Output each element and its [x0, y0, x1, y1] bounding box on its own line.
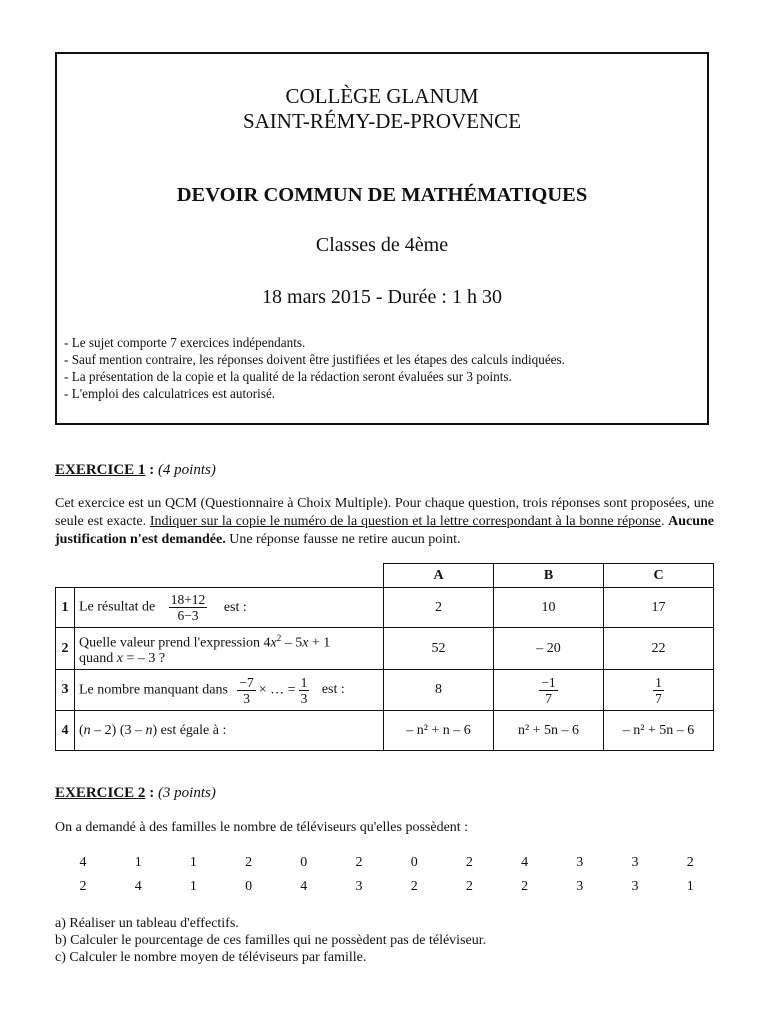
qcm-row-3: [56, 670, 714, 711]
q1-suffix: est :: [223, 599, 247, 615]
instruction-line: - Sauf mention contraire, les réponses doivent être justifiées et les étapes des calculs indiquées.: [64, 352, 565, 367]
q1-fraction: [169, 592, 208, 623]
instructions: [64, 334, 565, 402]
column-b-header: B: [494, 564, 604, 588]
exercise-2-intro: On a demandé à des familles le nombre de téléviseurs qu'elles possèdent :: [55, 820, 469, 835]
school-line-1: COLLÈGE GLANUM: [285, 84, 479, 108]
numerator: 1: [655, 674, 662, 690]
var-n: n: [145, 722, 153, 738]
data-value: 0: [245, 879, 253, 894]
exercise-2-title: [55, 785, 216, 802]
data-value: 2: [686, 855, 694, 870]
q3-suffix: est :: [321, 682, 345, 698]
title-separator: :: [145, 785, 158, 801]
data-value: 1: [134, 855, 142, 870]
var-x: x: [116, 651, 123, 667]
exercise-1-intro: [55, 495, 714, 549]
answer-3b: [494, 670, 604, 711]
q3-fraction-1: [237, 675, 255, 706]
question-a: a) Réaliser un tableau d'effectifs.: [55, 916, 239, 931]
header-box: [55, 52, 709, 425]
q4-text: – 2) (3 –: [90, 722, 146, 738]
data-value: 2: [410, 879, 418, 894]
qcm-row-1: [56, 588, 714, 628]
q3-prefix: Le nombre manquant dans: [79, 682, 228, 698]
answer-3a: 8: [384, 670, 494, 711]
answer-1b: 10: [494, 588, 604, 628]
question-2-text: [75, 628, 384, 670]
numerator: −1: [541, 674, 556, 690]
data-value: 2: [465, 879, 473, 894]
denominator: 6−3: [177, 608, 199, 623]
answer-1c: 17: [604, 588, 714, 628]
question-4-text: [75, 711, 384, 751]
intro-dot: .: [660, 514, 669, 529]
var-x: x: [270, 635, 277, 651]
empty-cell: [56, 564, 384, 588]
data-value: 2: [521, 879, 529, 894]
data-value: 3: [355, 879, 363, 894]
q2-line-1: [79, 630, 379, 652]
exercise-2-label: EXERCICE 2: [55, 785, 146, 801]
answer-4a: – n² + n – 6: [384, 711, 494, 751]
question-number: 2: [56, 628, 75, 670]
numerator: 1: [300, 674, 308, 690]
data-value: 2: [465, 855, 473, 870]
q3-middle: × … =: [258, 682, 296, 698]
numerator: 18+12: [170, 592, 206, 607]
instruction-line: - Le sujet comporte 7 exercices indépendants.: [64, 335, 306, 350]
column-c-header: C: [604, 564, 714, 588]
question-number: 4: [56, 711, 75, 751]
answer-3c: [604, 670, 714, 711]
q2-line-2: [79, 651, 379, 667]
data-value: 4: [300, 879, 308, 894]
q2-text: = – 3 ?: [122, 651, 166, 667]
column-a-header: A: [384, 564, 494, 588]
data-value: 3: [576, 855, 584, 870]
q2-text: – 5: [281, 635, 303, 651]
numerator: −7: [239, 674, 254, 690]
data-value: 1: [189, 879, 197, 894]
exam-title: DEVOIR COMMUN DE MATHÉMATIQUES: [176, 184, 588, 206]
intro-end: Une réponse fausse ne retire aucun point.: [225, 532, 461, 547]
intro-underlined: Indiquer sur la copie le numéro de la question et la lettre correspondant à la bonne réponse: [149, 514, 661, 529]
data-value: 4: [521, 855, 529, 870]
exercise-1-points: (4 points): [157, 462, 216, 478]
instruction-line: - La présentation de la copie et la qualité de la rédaction seront évaluées sur 3 points.: [64, 369, 512, 384]
data-value: 2: [245, 855, 253, 870]
exercise-1-label: EXERCICE 1: [55, 462, 146, 478]
data-value: 1: [189, 855, 197, 870]
answer-3b-fraction: [539, 675, 557, 706]
var-x: x: [302, 635, 309, 651]
question-c: c) Calculer le nombre moyen de téléviseurs par famille.: [55, 950, 367, 965]
exercise-2-questions: [55, 915, 486, 966]
q4-text: ) est égale à :: [152, 722, 227, 738]
var-n: n: [83, 722, 91, 738]
school-name: [57, 84, 707, 134]
data-value: 1: [686, 879, 694, 894]
q2-text: Quelle valeur prend l'expression 4: [79, 635, 271, 651]
data-value: 0: [410, 855, 418, 870]
denominator: 3: [243, 690, 250, 706]
data-value: 3: [631, 879, 639, 894]
question-3-text: [75, 670, 384, 711]
q2-text: quand: [79, 651, 117, 667]
question-b: b) Calculer le pourcentage de ces familles qui ne possèdent pas de téléviseur.: [55, 933, 487, 948]
answer-2b: – 20: [494, 628, 604, 670]
data-value: 0: [300, 855, 308, 870]
qcm-row-4: [56, 711, 714, 751]
exercise-1-title: [55, 462, 216, 479]
exam-classes: Classes de 4ème: [315, 234, 449, 256]
data-value: 2: [355, 855, 363, 870]
data-value: 3: [631, 855, 639, 870]
intro-bold: Aucune justification n'est demandée.: [55, 514, 715, 547]
qcm-row-2: [56, 628, 714, 670]
data-value: 4: [134, 879, 142, 894]
denominator: 7: [545, 690, 552, 706]
q1-prefix: Le résultat de: [79, 599, 156, 615]
denominator: 7: [655, 690, 662, 706]
question-number: 1: [56, 588, 75, 628]
q3-fraction-2: [299, 675, 310, 706]
q2-text: + 1: [308, 635, 331, 651]
answer-2a: 52: [384, 628, 494, 670]
exercise-2-points: (3 points): [157, 785, 216, 801]
school-line-2: SAINT-RÉMY-DE-PROVENCE: [242, 109, 522, 133]
denominator: 3: [300, 690, 308, 706]
answer-4c: – n² + 5n – 6: [604, 711, 714, 751]
answer-4b: n² + 5n – 6: [494, 711, 604, 751]
data-value: 2: [79, 879, 87, 894]
qcm-table: [55, 563, 714, 751]
data-value: 4: [79, 855, 87, 870]
question-1-text: [75, 588, 384, 628]
exam-date: 18 mars 2015 - Durée : 1 h 30: [262, 286, 502, 308]
qcm-header-row: [56, 564, 714, 588]
exponent: 2: [276, 632, 282, 643]
data-value: 3: [576, 879, 584, 894]
answer-2c: 22: [604, 628, 714, 670]
intro-text: Cet exercice est un QCM (Questionnaire à Choix Multiple). Pour chaque question, trois réponses sont proposées, une seule est exacte.: [55, 496, 714, 529]
question-number: 3: [56, 670, 75, 711]
title-separator: :: [145, 462, 158, 478]
answer-1a: 2: [384, 588, 494, 628]
answer-3c-fraction: [653, 675, 664, 706]
q4-text: (: [79, 722, 84, 738]
instruction-line: - L'emploi des calculatrices est autorisé.: [64, 386, 276, 401]
